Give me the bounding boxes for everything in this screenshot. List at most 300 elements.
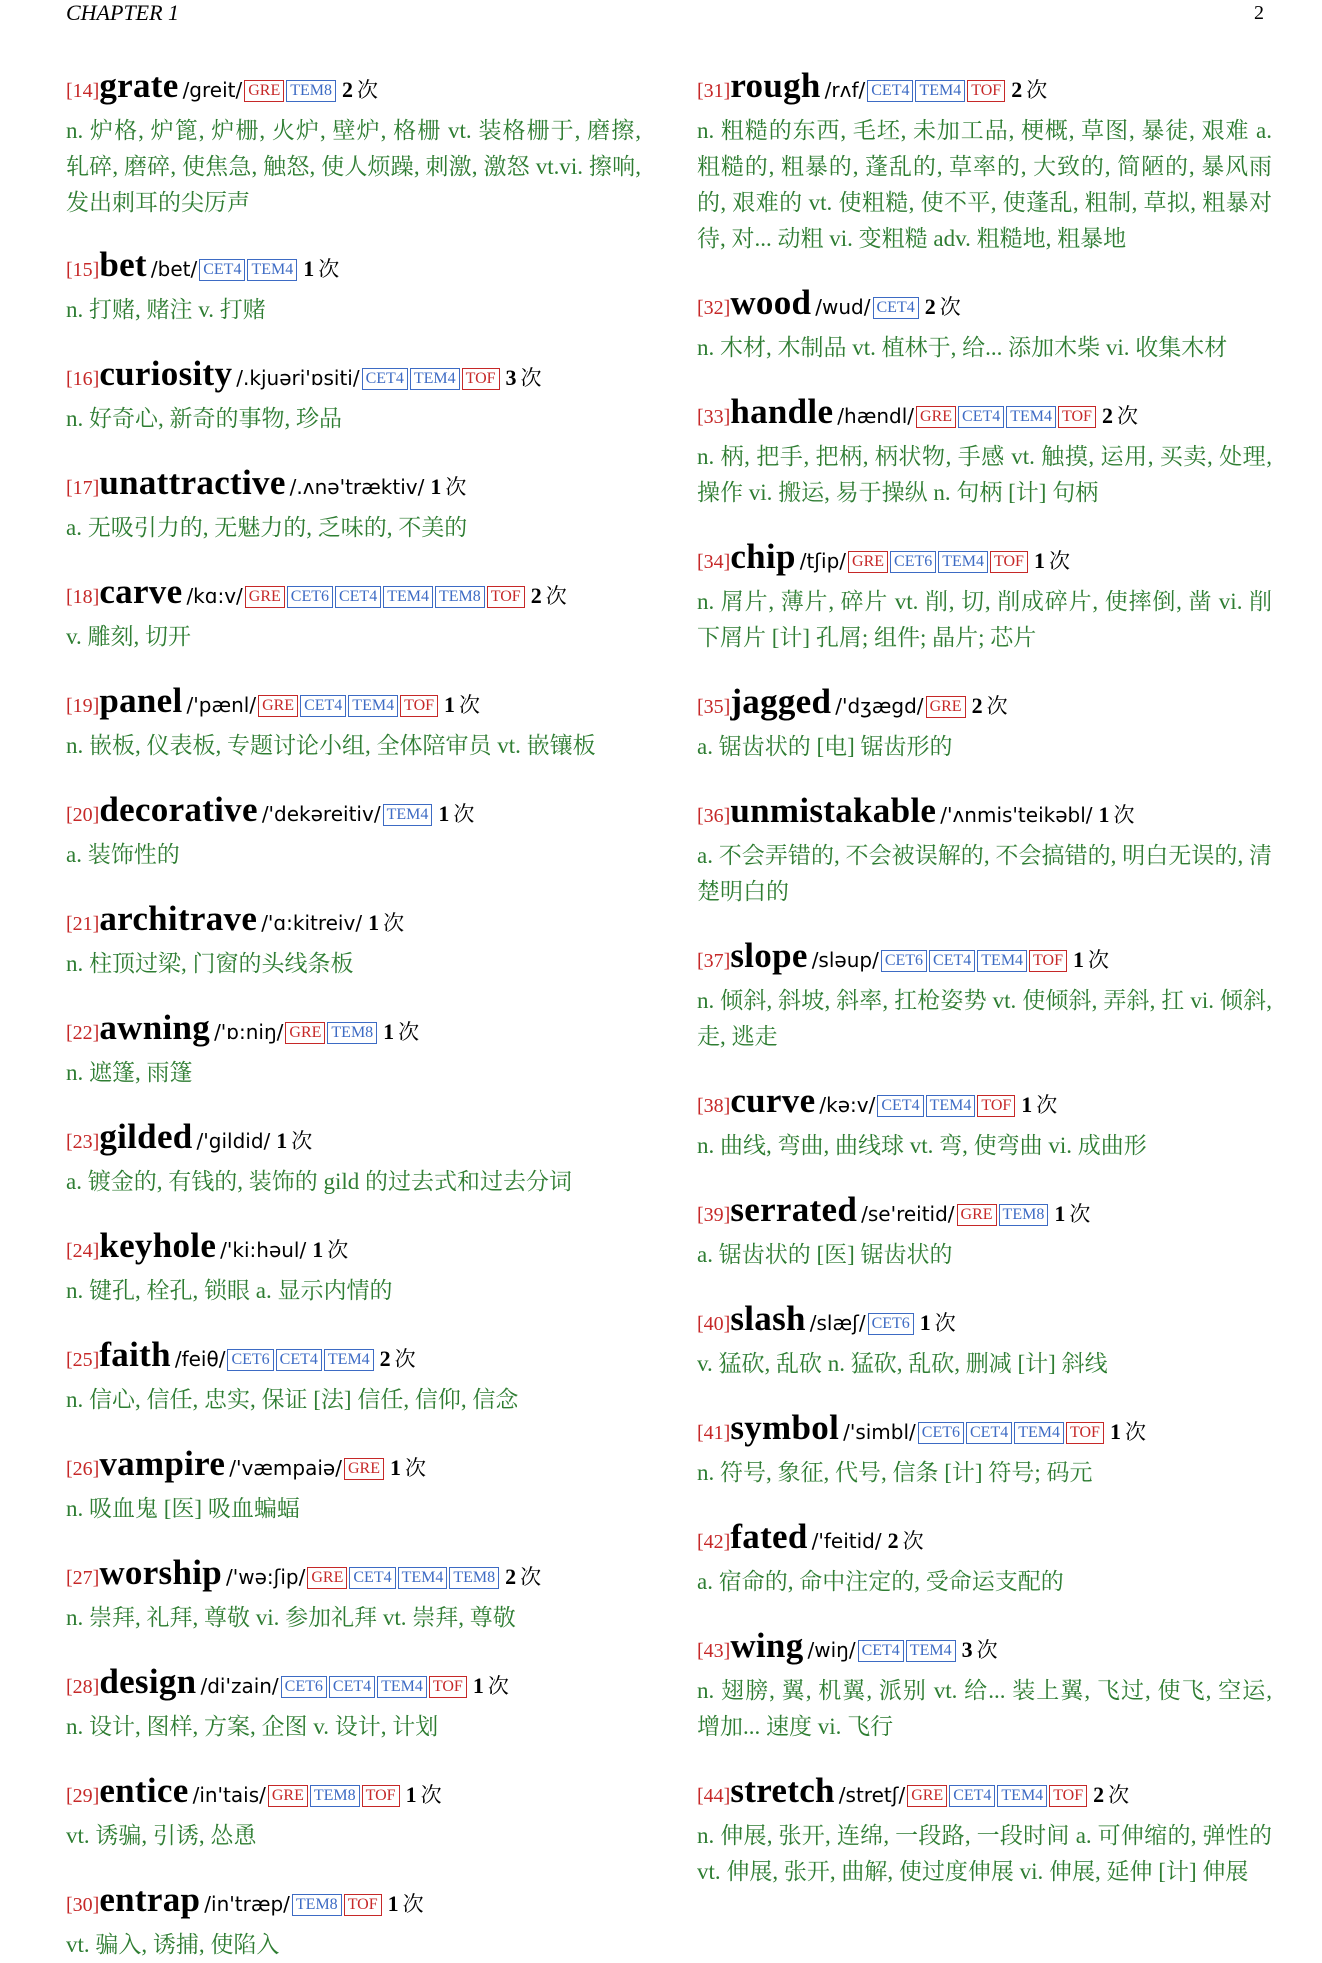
frequency-unit: 次: [976, 1638, 998, 1662]
entry-number: [39]: [697, 1204, 731, 1226]
frequency-unit: 次: [420, 1783, 442, 1807]
headword-line: [66, 1117, 641, 1164]
definition: n. 符号, 象征, 代号, 信条 [计] 符号; 码元: [697, 1460, 1093, 1485]
headword-line: [697, 1190, 1272, 1237]
exam-tag-cet4: CET4: [276, 1349, 322, 1371]
entry-number: [44]: [697, 1785, 731, 1807]
headword: curve: [730, 1081, 816, 1120]
exam-tag-cet4: CET4: [300, 695, 346, 717]
exam-tag-tem4: TEM4: [377, 1676, 427, 1698]
definition: n. 打赌, 赌注 v. 打赌: [66, 297, 266, 322]
phonetic: /bet/: [150, 257, 198, 281]
vocab-entry: [697, 1299, 1272, 1382]
exam-tag-cet4: CET4: [349, 1567, 395, 1589]
definition: a. 锯齿状的 [电] 锯齿形的: [697, 734, 953, 759]
exam-tag-tem8: TEM8: [999, 1204, 1049, 1226]
exam-tag-tem8: TEM8: [435, 586, 485, 608]
exam-tag-gre: GRE: [245, 586, 285, 608]
headword: gilded: [99, 1117, 193, 1156]
exam-tag-cet4: CET4: [329, 1676, 375, 1698]
definition: a. 不会弄错的, 不会被误解的, 不会搞错的, 明白无误的, 清楚明白的: [697, 843, 1272, 904]
headword: vampire: [99, 1444, 226, 1483]
frequency-unit: 次: [1113, 803, 1135, 827]
exam-tag-cet4: CET4: [949, 1785, 995, 1807]
exam-tag-cet6: CET6: [881, 950, 927, 972]
headword-line: [697, 1081, 1272, 1128]
phonetic: /'dekəreitiv/: [261, 802, 381, 826]
exam-tag-cet4: CET4: [929, 950, 975, 972]
entry-number: [17]: [66, 477, 100, 499]
frequency-unit: 次: [986, 694, 1008, 718]
vocab-entry: [66, 1880, 641, 1963]
headword-line: [66, 66, 641, 113]
headword-line: [697, 936, 1272, 983]
phonetic: /stretʃ/: [838, 1783, 906, 1807]
frequency-count: 2: [505, 1564, 517, 1589]
exam-tag-tem4: TEM4: [997, 1785, 1047, 1807]
headword-line: [66, 790, 641, 837]
phonetic: /.kjuəri'ɒsiti/: [236, 366, 360, 390]
frequency-count: 1: [368, 910, 380, 935]
frequency-count: 1: [383, 1019, 395, 1044]
entry-number: [28]: [66, 1676, 100, 1698]
headword: keyhole: [99, 1226, 217, 1265]
frequency-unit: 次: [383, 911, 405, 935]
entry-number: [34]: [697, 551, 731, 573]
exam-tag-gre: GRE: [258, 695, 298, 717]
headword: rough: [730, 66, 821, 105]
left-column: [66, 66, 641, 1963]
vocab-entry: [66, 1553, 641, 1636]
headword: entrap: [99, 1880, 201, 1919]
definition: n. 曲线, 弯曲, 曲线球 vt. 弯, 使弯曲 vi. 成曲形: [697, 1133, 1147, 1158]
exam-tag-cet4: CET4: [966, 1422, 1012, 1444]
headword-line: [697, 537, 1272, 584]
headword: decorative: [99, 790, 258, 829]
headword-line: [697, 1299, 1272, 1346]
headword-line: [66, 463, 641, 510]
exam-tag-tof: TOF: [1058, 406, 1096, 428]
frequency-count: 1: [1072, 947, 1084, 972]
vocab-entry: [66, 899, 641, 982]
frequency-unit: 次: [394, 1347, 416, 1371]
entry-number: [38]: [697, 1095, 731, 1117]
headword-line: [66, 681, 641, 728]
frequency-unit: 次: [1108, 1783, 1130, 1807]
headword: entice: [99, 1771, 189, 1810]
definition: n. 设计, 图样, 方案, 企图 v. 设计, 计划: [66, 1714, 439, 1739]
vocab-entry: [66, 1444, 641, 1527]
exam-tag-tem4: TEM4: [906, 1640, 956, 1662]
vocab-entry: [697, 66, 1272, 257]
frequency-count: 2: [1011, 77, 1023, 102]
exam-tag-tof: TOF: [1049, 1785, 1087, 1807]
phonetic: /'feitid/: [811, 1529, 882, 1553]
entry-number: [43]: [697, 1640, 731, 1662]
phonetic: /'ʌnmis'teikəbl/: [940, 803, 1093, 827]
exam-tag-tem4: TEM4: [1014, 1422, 1064, 1444]
frequency-unit: 次: [318, 257, 340, 281]
headword: unmistakable: [730, 791, 937, 830]
exam-tag-gre: GRE: [907, 1785, 947, 1807]
headword: architrave: [99, 899, 258, 938]
entry-number: [16]: [66, 368, 100, 390]
frequency-count: 2: [887, 1528, 899, 1553]
headword-line: [697, 1771, 1272, 1818]
headword-line: [66, 1662, 641, 1709]
headword-line: [697, 283, 1272, 330]
frequency-count: 2: [379, 1346, 391, 1371]
exam-tag-tem8: TEM8: [449, 1567, 499, 1589]
exam-tag-cet6: CET6: [868, 1313, 914, 1335]
vocab-entry: [66, 1008, 641, 1091]
phonetic: /wud/: [815, 295, 871, 319]
headword: design: [99, 1662, 197, 1701]
frequency-count: 2: [1101, 403, 1113, 428]
frequency-count: 2: [924, 294, 936, 319]
headword-line: [66, 1444, 641, 1491]
entry-number: [15]: [66, 259, 100, 281]
frequency-count: 3: [961, 1637, 973, 1662]
frequency-unit: 次: [398, 1020, 420, 1044]
phonetic: /kə:v/: [819, 1093, 876, 1117]
entry-number: [40]: [697, 1313, 731, 1335]
exam-tag-cet6: CET6: [227, 1349, 273, 1371]
vocab-entry: [66, 66, 641, 221]
exam-tag-tem4: TEM4: [398, 1567, 448, 1589]
frequency-count: 1: [1033, 548, 1045, 573]
entry-number: [23]: [66, 1131, 100, 1153]
exam-tag-tem8: TEM8: [310, 1785, 360, 1807]
entry-number: [37]: [697, 950, 731, 972]
frequency-unit: 次: [1124, 1420, 1146, 1444]
frequency-count: 2: [1093, 1782, 1105, 1807]
frequency-count: 1: [438, 801, 450, 826]
frequency-unit: 次: [1036, 1093, 1058, 1117]
phonetic: /kɑ:v/: [186, 584, 243, 608]
phonetic: /hændl/: [837, 404, 915, 428]
vocab-entry: [697, 283, 1272, 366]
page-number: 2: [1254, 2, 1264, 24]
definition: n. 粗糙的东西, 毛坯, 未加工品, 梗概, 草图, 暴徒, 艰难 a. 粗糙的, 粗暴的, 蓬乱的, 草率的, 大致的, 简陋的, 暴风雨的, 艰难的 vt. 使粗糙, 使不平, 使蓬乱, 粗制, 草拟, 粗暴对待, 对... 动粗 vi. 变粗糙 adv. 粗糙地, 粗暴地: [697, 118, 1272, 251]
definition: vt. 诱骗, 引诱, 怂恿: [66, 1823, 257, 1848]
frequency-unit: 次: [1116, 404, 1138, 428]
exam-tag-gre: GRE: [957, 1204, 997, 1226]
definition: a. 宿命的, 命中注定的, 受命运支配的: [697, 1569, 1064, 1594]
headword-line: [66, 1226, 641, 1273]
exam-tag-cet4: CET4: [335, 586, 381, 608]
exam-tag-cet6: CET6: [918, 1422, 964, 1444]
entry-number: [18]: [66, 586, 100, 608]
entry-number: [24]: [66, 1240, 100, 1262]
entry-number: [27]: [66, 1567, 100, 1589]
frequency-count: 1: [444, 692, 456, 717]
frequency-count: 1: [1098, 802, 1110, 827]
definition: a. 锯齿状的 [医] 锯齿状的: [697, 1242, 953, 1267]
headword: handle: [730, 392, 834, 431]
phonetic: /sləup/: [811, 948, 879, 972]
definition: n. 崇拜, 礼拜, 尊敬 vi. 参加礼拜 vt. 崇拜, 尊敬: [66, 1605, 516, 1630]
phonetic: /'ɒ:niŋ/: [214, 1020, 284, 1044]
headword-line: [66, 1771, 641, 1818]
frequency-unit: 次: [487, 1674, 509, 1698]
definition: n. 信心, 信任, 忠实, 保证 [法] 信任, 信仰, 信念: [66, 1387, 519, 1412]
definition: n. 吸血鬼 [医] 吸血蝙蝠: [66, 1496, 300, 1521]
phonetic: /di'zain/: [200, 1674, 279, 1698]
exam-tag-tof: TOF: [977, 1095, 1015, 1117]
exam-tag-tem4: TEM4: [410, 368, 460, 390]
frequency-count: 2: [530, 583, 542, 608]
entry-number: [30]: [66, 1894, 100, 1916]
vocab-entry: [697, 682, 1272, 765]
exam-tag-tof: TOF: [1066, 1422, 1104, 1444]
frequency-unit: 次: [404, 1456, 426, 1480]
definition: n. 好奇心, 新奇的事物, 珍品: [66, 406, 342, 431]
vocab-entry: [66, 1662, 641, 1745]
frequency-count: 1: [389, 1455, 401, 1480]
headword-line: [697, 392, 1272, 439]
headword-line: [66, 1553, 641, 1600]
frequency-count: 1: [405, 1782, 417, 1807]
entry-number: [32]: [697, 297, 731, 319]
headword-line: [66, 245, 641, 292]
frequency-unit: 次: [1026, 78, 1048, 102]
definition: vt. 骗入, 诱捕, 使陷入: [66, 1932, 280, 1957]
vocab-entry: [66, 572, 641, 655]
definition: n. 键孔, 栓孔, 锁眼 a. 显示内情的: [66, 1278, 393, 1303]
vocab-entry: [697, 392, 1272, 511]
frequency-unit: 次: [402, 1892, 424, 1916]
exam-tag-gre: GRE: [244, 80, 284, 102]
exam-tag-tof: TOF: [462, 368, 500, 390]
phonetic: /in'træp/: [204, 1892, 290, 1916]
exam-tag-tem4: TEM4: [977, 950, 1027, 972]
phonetic: /'ki:həul/: [220, 1238, 307, 1262]
definition: n. 嵌板, 仪表板, 专题讨论小组, 全体陪审员 vt. 嵌镶板: [66, 733, 596, 758]
phonetic: /greit/: [182, 78, 243, 102]
headword-line: [697, 682, 1272, 729]
phonetic: /in'tais/: [192, 1783, 266, 1807]
headword-line: [66, 354, 641, 401]
exam-tag-tof: TOF: [967, 80, 1005, 102]
frequency-count: 1: [472, 1673, 484, 1698]
entry-number: [42]: [697, 1531, 731, 1553]
phonetic: /tʃip/: [799, 549, 847, 573]
exam-tag-cet4: CET4: [958, 406, 1004, 428]
headword: serrated: [730, 1190, 858, 1229]
frequency-unit: 次: [520, 366, 542, 390]
frequency-count: 3: [505, 365, 517, 390]
definition: a. 无吸引力的, 无魅力的, 乏味的, 不美的: [66, 515, 468, 540]
headword: unattractive: [99, 463, 286, 502]
entry-number: [41]: [697, 1422, 731, 1444]
entry-number: [14]: [66, 80, 100, 102]
phonetic: /rʌf/: [824, 78, 866, 102]
exam-tag-tof: TOF: [344, 1894, 382, 1916]
exam-tag-cet4: CET4: [867, 80, 913, 102]
headword-line: [697, 1517, 1272, 1564]
frequency-unit: 次: [1048, 549, 1070, 573]
exam-tag-tof: TOF: [487, 586, 525, 608]
phonetic: /se'reitid/: [861, 1202, 955, 1226]
vocab-entry: [66, 354, 641, 437]
exam-tag-cet4: CET4: [873, 297, 919, 319]
definition: n. 柄, 把手, 把柄, 柄状物, 手感 vt. 触摸, 运用, 买卖, 处理, 操作 vi. 搬运, 易于操纵 n. 句柄 [计] 句柄: [697, 444, 1272, 505]
vocab-entry: [697, 791, 1272, 910]
headword-line: [66, 1008, 641, 1055]
entry-number: [29]: [66, 1785, 100, 1807]
exam-tag-gre: GRE: [344, 1458, 384, 1480]
headword-line: [697, 66, 1272, 113]
vocab-entry: [697, 1081, 1272, 1164]
exam-tag-tem4: TEM4: [1006, 406, 1056, 428]
exam-tag-tem8: TEM8: [286, 80, 336, 102]
definition: n. 柱顶过梁, 门窗的头线条板: [66, 951, 354, 976]
vocab-entry: [66, 681, 641, 764]
vocab-entry: [66, 1335, 641, 1418]
vocab-entry: [697, 1408, 1272, 1491]
headword-line: [697, 1626, 1272, 1673]
exam-tag-tem4: TEM4: [247, 259, 297, 281]
vocab-entry: [66, 463, 641, 546]
exam-tag-tof: TOF: [990, 551, 1028, 573]
entry-number: [36]: [697, 805, 731, 827]
exam-tag-tof: TOF: [429, 1676, 467, 1698]
phonetic: /'wə:ʃip/: [226, 1565, 306, 1589]
entry-number: [35]: [697, 696, 731, 718]
vocab-entry: [697, 1771, 1272, 1890]
vocab-entry: [66, 1771, 641, 1854]
phonetic: /'dʒægd/: [835, 694, 924, 718]
entry-number: [19]: [66, 695, 100, 717]
definition: n. 炉格, 炉篦, 炉栅, 火炉, 壁炉, 格栅 vt. 装格栅于, 磨擦, 轧碎, 磨碎, 使焦急, 触怒, 使人烦躁, 刺激, 激怒 vt.vi. 擦响, 发出刺耳的尖厉声: [66, 118, 641, 215]
definition: v. 雕刻, 切开: [66, 624, 192, 649]
vocab-entry: [697, 1626, 1272, 1745]
exam-tag-tem4: TEM4: [926, 1095, 976, 1117]
headword: slope: [730, 936, 808, 975]
definition: n. 倾斜, 斜坡, 斜率, 扛枪姿势 vt. 使倾斜, 弄斜, 扛 vi. 倾斜, 走, 逃走: [697, 988, 1272, 1049]
headword: wood: [730, 283, 812, 322]
frequency-unit: 次: [453, 802, 475, 826]
exam-tag-tem8: TEM8: [292, 1894, 342, 1916]
exam-tag-tem4: TEM4: [915, 80, 965, 102]
definition: n. 翅膀, 翼, 机翼, 派别 vt. 给... 装上翼, 飞过, 使飞, 空运, 增加... 速度 vi. 飞行: [697, 1678, 1272, 1739]
headword: worship: [99, 1553, 223, 1592]
phonetic: /slæʃ/: [809, 1311, 866, 1335]
exam-tag-tem4: TEM4: [324, 1349, 374, 1371]
headword: jagged: [730, 682, 832, 721]
phonetic: /'væmpaiə/: [229, 1456, 342, 1480]
phonetic: /.ʌnə'træktiv/: [289, 475, 425, 499]
vocab-entry: [697, 1190, 1272, 1273]
definition: a. 装饰性的: [66, 842, 180, 867]
exam-tag-cet4: CET4: [362, 368, 408, 390]
phonetic: /'gildid/: [196, 1129, 271, 1153]
exam-tag-tem4: TEM4: [383, 804, 433, 826]
vocab-entry: [697, 1517, 1272, 1600]
headword: stretch: [730, 1771, 835, 1810]
headword-line: [697, 1408, 1272, 1455]
vocab-entry: [66, 245, 641, 328]
frequency-count: 1: [276, 1128, 288, 1153]
headword: slash: [730, 1299, 806, 1338]
phonetic: /'ɑ:kitreiv/: [261, 911, 363, 935]
exam-tag-gre: GRE: [916, 406, 956, 428]
definition: n. 屑片, 薄片, 碎片 vt. 削, 切, 削成碎片, 使摔倒, 凿 vi. 削下屑片 [计] 孔屑; 组件; 晶片; 芯片: [697, 589, 1272, 650]
frequency-unit: 次: [459, 693, 481, 717]
headword-line: [66, 899, 641, 946]
exam-tag-cet6: CET6: [287, 586, 333, 608]
entry-number: [20]: [66, 804, 100, 826]
definition: n. 木材, 木制品 vt. 植林于, 给... 添加木柴 vi. 收集木材: [697, 335, 1228, 360]
entry-number: [26]: [66, 1458, 100, 1480]
headword: bet: [99, 245, 147, 284]
entry-number: [33]: [697, 406, 731, 428]
headword-line: [66, 1880, 641, 1927]
frequency-unit: 次: [445, 475, 467, 499]
definition: n. 伸展, 张开, 连绵, 一段路, 一段时间 a. 可伸缩的, 弹性的 vt. 伸展, 张开, 曲解, 使过度伸展 vi. 伸展, 延伸 [计] 伸展: [697, 1823, 1272, 1884]
vocab-entry: [697, 936, 1272, 1055]
exam-tag-tof: TOF: [400, 695, 438, 717]
exam-tag-tem4: TEM4: [383, 586, 433, 608]
headword-line: [66, 1335, 641, 1382]
frequency-count: 1: [312, 1237, 324, 1262]
exam-tag-gre: GRE: [848, 551, 888, 573]
phonetic: /wiŋ/: [807, 1638, 856, 1662]
frequency-unit: 次: [520, 1565, 542, 1589]
exam-tag-cet6: CET6: [281, 1676, 327, 1698]
chapter-title: CHAPTER 1: [66, 0, 180, 25]
phonetic: /'pænl/: [186, 693, 257, 717]
exam-tag-tof: TOF: [362, 1785, 400, 1807]
definition: a. 镀金的, 有钱的, 装饰的 gild 的过去式和过去分词: [66, 1169, 572, 1194]
entry-number: [25]: [66, 1349, 100, 1371]
exam-tag-gre: GRE: [285, 1022, 325, 1044]
exam-tag-cet4: CET4: [199, 259, 245, 281]
frequency-unit: 次: [357, 78, 379, 102]
headword: faith: [99, 1335, 171, 1374]
headword: symbol: [730, 1408, 840, 1447]
exam-tag-gre: GRE: [926, 696, 966, 718]
frequency-count: 1: [1021, 1092, 1033, 1117]
definition: n. 遮篷, 雨篷: [66, 1060, 193, 1085]
frequency-count: 1: [430, 474, 442, 499]
headword: awning: [99, 1008, 211, 1047]
frequency-unit: 次: [1069, 1202, 1091, 1226]
frequency-count: 1: [303, 256, 315, 281]
frequency-count: 1: [387, 1891, 399, 1916]
vocab-entry: [66, 790, 641, 873]
headword-line: [697, 791, 1272, 838]
exam-tag-cet4: CET4: [877, 1095, 923, 1117]
frequency-unit: 次: [291, 1129, 313, 1153]
headword: grate: [99, 66, 179, 105]
exam-tag-gre: GRE: [268, 1785, 308, 1807]
exam-tag-gre: GRE: [307, 1567, 347, 1589]
definition: v. 猛砍, 乱砍 n. 猛砍, 乱砍, 删减 [计] 斜线: [697, 1351, 1108, 1376]
frequency-count: 1: [1054, 1201, 1066, 1226]
entry-number: [22]: [66, 1022, 100, 1044]
headword: curiosity: [99, 354, 233, 393]
frequency-unit: 次: [327, 1238, 349, 1262]
frequency-unit: 次: [939, 295, 961, 319]
exam-tag-cet6: CET6: [890, 551, 936, 573]
entry-number: [31]: [697, 80, 731, 102]
right-column: [697, 66, 1272, 1890]
frequency-count: 2: [342, 77, 354, 102]
vocab-entry: [66, 1226, 641, 1309]
frequency-unit: 次: [934, 1311, 956, 1335]
